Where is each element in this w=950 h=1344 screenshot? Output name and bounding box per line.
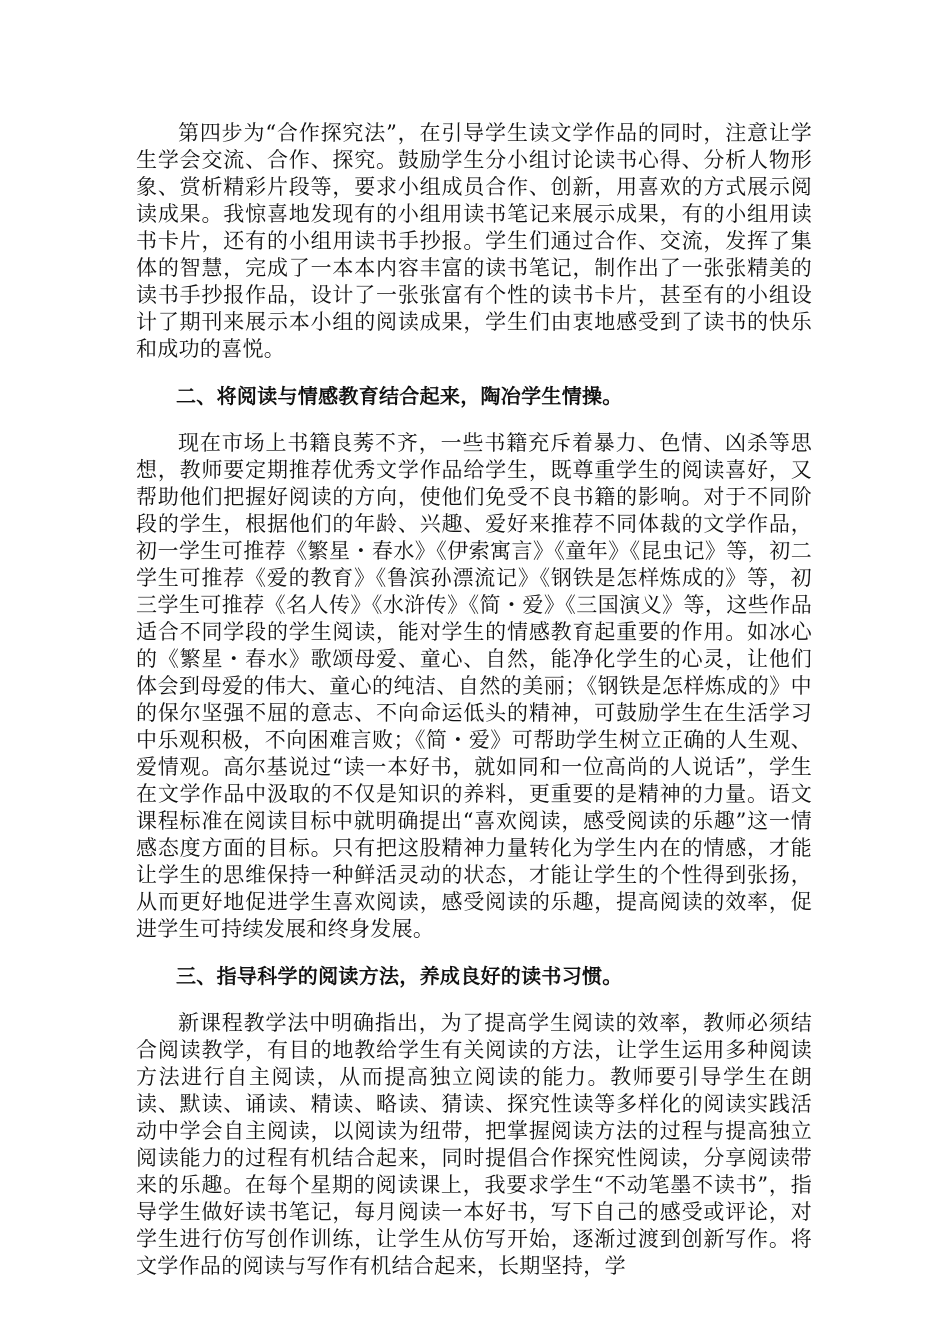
spacer <box>136 363 812 383</box>
document-page <box>136 120 812 1280</box>
body-paragraph-book-recommendation: 现在市场上书籍良莠不齐，一些书籍充斥着暴力、色情、凶杀等思想，教师要定期推荐优秀文学作品给学生，既尊重学生的阅读喜好，又帮助他们把握好阅读的方向，使他们免受不良书籍的影响。对于不同阶段的学生，根据他们的年龄、兴趣、爱好来推荐不同体裁的文学作品，初一学生可推荐《繁星・春水》《伊索寓言》《童年》《昆虫记》等，初二学生可推荐《爱的教育》《鲁滨孙漂流记》《钢铁是怎样炼成的》等，初三学生可推荐《名人传》《水浒传》《简・爱》《三国演义》等，这些作品适合不同学段的学生阅读，能对学生的情感教育起重要的作用。如冰心的《繁星・春水》歌颂母爱、童心、自然，能净化学生的心灵，让他们体会到母爱的伟大、童心的纯洁、自然的美丽；《钢铁是怎样炼成的》中的保尔坚强不屈的意志、不向命运低头的精神，可鼓励学生在生活学习中乐观积极，不向困难言败；《简・爱》可帮助学生树立正确的人生观、爱情观。高尔基说过“读一本好书，就如同和一位高尚的人说话”，学生在文学作品中汲取的不仅是知识的养料，更重要的是精神的力量。语文课程标准在阅读目标中就明确提出“喜欢阅读，感受阅读的乐趣”这一情感态度方面的目标。只有把这股精神力量转化为学生内在的情感，才能让学生的思维保持一种鲜活灵动的状态，才能让学生的个性得到张扬，从而更好地促进学生喜欢阅读，感受阅读的乐趣，提高阅读的效率，促进学生可持续发展和终身发展。 <box>136 431 812 941</box>
spacer <box>136 943 812 963</box>
section-heading-reading-methods: 三、指导科学的阅读方法，养成良好的读书习惯。 <box>176 964 623 988</box>
body-paragraph-cooperative-method: 第四步为“合作探究法”，在引导学生读文学作品的同时，注意让学生学会交流、合作、探究。鼓励学生分小组讨论读书心得、分析人物形象、赏析精彩片段等，要求小组成员合作、创新，用喜欢的方式展示阅读成果。我惊喜地发现有的小组用读书笔记来展示成果，有的小组用读书卡片，还有的小组用读书手抄报。学生们通过合作、交流，发挥了集体的智慧，完成了一本本内容丰富的读书笔记，制作出了一张张精美的读书手抄报作品，设计了一张张富有个性的读书卡片，甚至有的小组设计了期刊来展示本小组的阅读成果，学生们由衷地感受到了读书的快乐和成功的喜悦。 <box>136 121 812 361</box>
spacer <box>136 410 812 430</box>
body-paragraph-reading-methods: 新课程教学法中明确指出，为了提高学生阅读的效率，教师必须结合阅读教学，有目的地教给学生有关阅读的方法，让学生运用多种阅读方法进行自主阅读，从而提高独立阅读的能力。教师要引导学生在朗读、默读、诵读、精读、略读、猜读、探究性读等多样化的阅读实践活动中学会自主阅读，以阅读为纽带，把掌握阅读方法的过程与提高独立阅读能力的过程有机结合起来，同时提倡合作探究性阅读，分享阅读带来的乐趣。在每个星期的阅读课上，我要求学生“不动笔墨不读书”，指导学生做好读书笔记，每月阅读一本好书，写下自己的感受或评论，对学生进行仿写创作训练，让学生从仿写开始，逐渐过渡到创新写作。将文学作品的阅读与写作有机结合起来，长期坚持，学 <box>136 1011 812 1278</box>
section-heading-emotional-education: 二、将阅读与情感教育结合起来，陶冶学生情操。 <box>176 384 623 408</box>
spacer <box>136 990 812 1010</box>
